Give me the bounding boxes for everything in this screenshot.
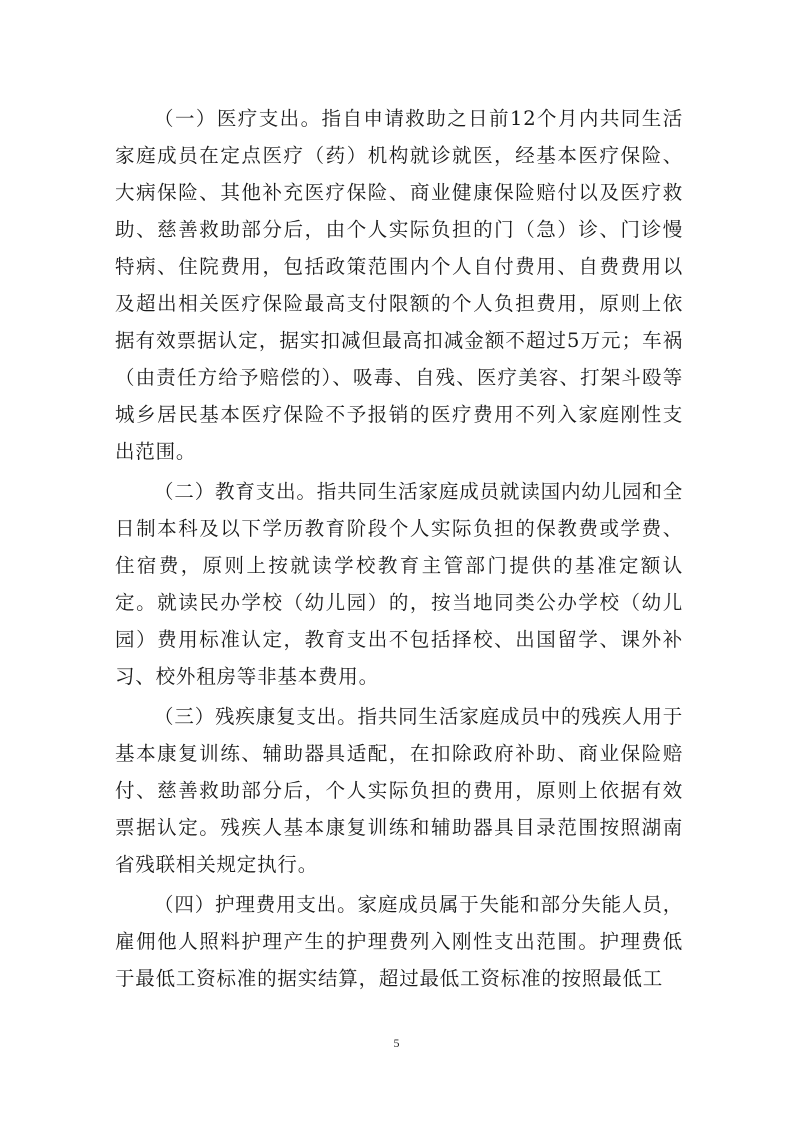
paragraph-medical-expenses: （一）医疗支出。指自申请救助之日前12个月内共同生活家庭成员在定点医疗（药）机构就诊就医，经基本医疗保险、大病保险、其他补充医疗保险、商业健康保险赔付以及医疗救助、慈善救助部分后，由个人实际负担的门（急）诊、门诊慢特病、住院费用，包括政策范围内个人自付费用、自费费用以及超出相关医疗保险最高支付限额的个人负担费用，原则上依据有效票据认定，据实扣减但最高扣减金额不超过5万元；车祸（由责任方给予赔偿的）、吸毒、自残、医疗美容、打架斗殴等城乡居民基本医疗保险不予报销的医疗费用不列入家庭刚性支出范围。 — [115, 107, 683, 463]
paragraph-education-expenses: （二）教育支出。指共同生活家庭成员就读国内幼儿园和全日制本科及以下学历教育阶段个人实际负担的保教费或学费、住宿费，原则上按就读学校教育主管部门提供的基准定额认定。就读民办学校（幼儿园）的，按当地同类公办学校（幼儿园）费用标准认定，教育支出不包括择校、出国留学、课外补习、校外租房等非基本费用。 — [115, 480, 683, 688]
paragraph-disability-rehab-expenses: （三）残疾康复支出。指共同生活家庭成员中的残疾人用于基本康复训练、辅助器具适配，在扣除政府补助、商业保险赔付、慈善救助部分后，个人实际负担的费用，原则上依据有效票据认定。残疾人基本康复训练和辅助器具目录范围按照湖南省残联相关规定执行。 — [115, 705, 683, 876]
document-body — [115, 100, 683, 1000]
page-number: 5 — [393, 1036, 400, 1050]
paragraph-nursing-expenses: （四）护理费用支出。家庭成员属于失能和部分失能人员，雇佣他人照料护理产生的护理费列入刚性支出范围。护理费低于最低工资标准的据实结算，超过最低工资标准的按照最低工 — [115, 893, 683, 990]
